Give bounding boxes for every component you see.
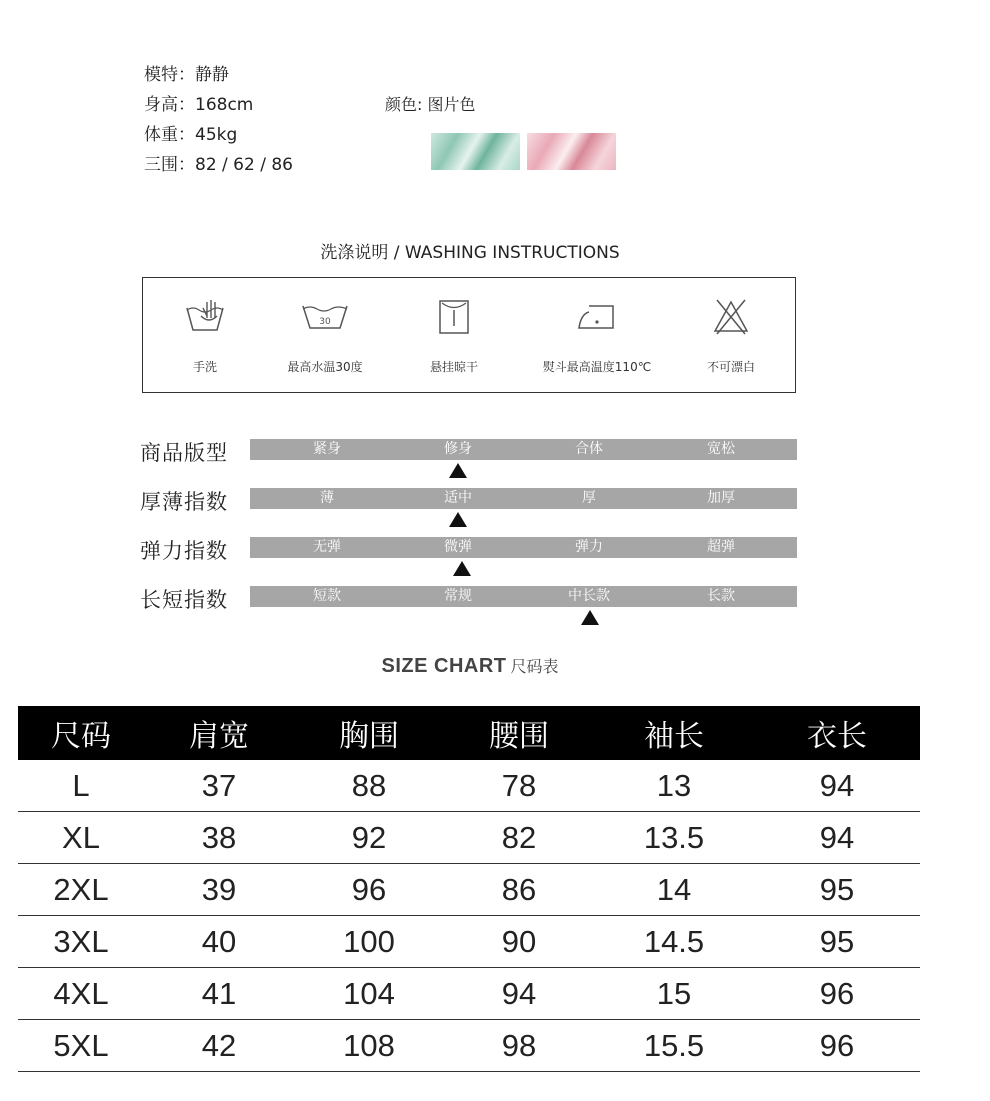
model-weight-value: 45kg — [195, 125, 238, 145]
table-cell: 96 — [754, 968, 920, 1020]
wash-item-water-30 — [255, 278, 395, 394]
table-cell: 92 — [294, 812, 444, 864]
wash-label-water-30: 最高水温30度 — [287, 360, 363, 374]
table-cell: 96 — [754, 1020, 920, 1072]
table-cell: 94 — [444, 968, 594, 1020]
index-label-fit: 商品版型 — [140, 441, 228, 465]
header-cell: 肩宽 — [144, 706, 294, 760]
color-value: 图片色 — [427, 95, 476, 114]
table-cell: 95 — [754, 916, 920, 968]
index-row-length — [140, 584, 800, 632]
no-bleach-icon — [711, 298, 751, 336]
table-cell: 13 — [594, 760, 754, 812]
index-option: 合体 — [575, 441, 603, 457]
table-cell: 96 — [294, 864, 444, 916]
wash-label-hang-dry: 悬挂晾干 — [429, 360, 478, 374]
model-height-label: 身高： — [144, 95, 195, 115]
model-measurements-value: 82 / 62 / 86 — [195, 155, 293, 175]
index-label-elasticity: 弹力指数 — [140, 539, 228, 563]
wash-label-hand-wash: 手洗 — [192, 360, 217, 374]
wash-30-icon — [300, 298, 350, 334]
index-marker-elasticity — [453, 561, 471, 576]
table-cell: 82 — [444, 812, 594, 864]
index-label-length: 长短指数 — [140, 588, 228, 612]
table-cell: 15.5 — [594, 1020, 754, 1072]
table-cell: 39 — [144, 864, 294, 916]
model-name-label: 模特： — [144, 65, 195, 85]
model-height-row — [144, 90, 293, 120]
size-chart-table — [18, 706, 920, 1072]
table-row — [18, 968, 920, 1020]
wash-label-iron: 熨斗最高温度110℃ — [542, 360, 652, 374]
index-row-elasticity — [140, 535, 800, 583]
table-row — [18, 812, 920, 864]
table-cell: 41 — [144, 968, 294, 1020]
header-cell: 腰围 — [444, 706, 594, 760]
index-bar-thickness — [250, 488, 797, 509]
index-marker-length — [581, 610, 599, 625]
hang-dry-icon — [436, 298, 472, 336]
header-cell: 胸围 — [294, 706, 444, 760]
table-cell: 95 — [754, 864, 920, 916]
index-option: 常规 — [444, 588, 472, 604]
table-cell: 2XL — [18, 864, 144, 916]
index-bar-fit — [250, 439, 797, 460]
model-measurements-label: 三围： — [144, 155, 195, 175]
index-option: 修身 — [444, 441, 472, 457]
index-option: 薄 — [320, 490, 334, 506]
index-option: 长款 — [707, 588, 735, 604]
index-option: 中长款 — [568, 588, 610, 604]
model-name-value: 静静 — [195, 65, 229, 85]
table-cell: 94 — [754, 760, 920, 812]
table-row — [18, 1020, 920, 1072]
index-label-thickness: 厚薄指数 — [140, 490, 228, 514]
table-cell: 104 — [294, 968, 444, 1020]
index-option: 微弹 — [444, 539, 472, 555]
wash-item-hang-dry — [384, 278, 524, 394]
size-chart-title-en: SIZE CHART — [381, 655, 507, 677]
index-option: 无弹 — [313, 539, 341, 555]
color-info — [385, 92, 476, 115]
index-option: 宽松 — [707, 441, 735, 457]
size-chart-header-row — [18, 706, 920, 760]
table-cell: 98 — [444, 1020, 594, 1072]
table-cell: 38 — [144, 812, 294, 864]
index-row-thickness — [140, 486, 800, 534]
model-measurements-row — [144, 150, 293, 180]
index-option: 短款 — [313, 588, 341, 604]
table-cell: 5XL — [18, 1020, 144, 1072]
color-swatch-green — [431, 133, 520, 170]
index-option: 适中 — [444, 490, 472, 506]
wash-item-hand-wash — [135, 278, 275, 394]
table-cell: XL — [18, 812, 144, 864]
table-row — [18, 864, 920, 916]
color-label: 颜色: — [385, 95, 423, 114]
table-cell: 4XL — [18, 968, 144, 1020]
index-option: 厚 — [582, 490, 596, 506]
index-option: 加厚 — [707, 490, 735, 506]
table-cell: 42 — [144, 1020, 294, 1072]
index-marker-fit — [449, 463, 467, 478]
table-cell: 14 — [594, 864, 754, 916]
wash-label-no-bleach: 不可漂白 — [706, 360, 755, 374]
model-weight-label: 体重： — [144, 125, 195, 145]
table-cell: 90 — [444, 916, 594, 968]
wash-item-no-bleach — [661, 278, 801, 394]
index-option: 紧身 — [313, 441, 341, 457]
wash-item-iron — [527, 278, 667, 394]
table-cell: 88 — [294, 760, 444, 812]
model-weight-row — [144, 120, 293, 150]
header-cell: 尺码 — [18, 706, 144, 760]
table-cell: 37 — [144, 760, 294, 812]
hand-wash-icon — [183, 298, 227, 334]
model-name-row — [144, 60, 293, 90]
table-cell: 86 — [444, 864, 594, 916]
table-cell: 14.5 — [594, 916, 754, 968]
size-chart-title — [0, 654, 940, 678]
table-cell: L — [18, 760, 144, 812]
index-option: 弹力 — [575, 539, 603, 555]
model-info — [144, 60, 293, 180]
table-row — [18, 760, 920, 812]
table-cell: 94 — [754, 812, 920, 864]
index-marker-thickness — [449, 512, 467, 527]
table-cell: 40 — [144, 916, 294, 968]
wash-30-icon-text: 30 — [319, 317, 331, 327]
index-bar-elasticity — [250, 537, 797, 558]
table-cell: 78 — [444, 760, 594, 812]
header-cell: 衣长 — [754, 706, 920, 760]
model-height-value: 168cm — [195, 95, 254, 115]
color-swatch-pink — [527, 133, 616, 170]
washing-instructions-box — [142, 277, 796, 393]
table-cell: 15 — [594, 968, 754, 1020]
iron-icon — [575, 298, 619, 334]
table-row — [18, 916, 920, 968]
washing-title: 洗涤说明 / WASHING INSTRUCTIONS — [320, 243, 620, 263]
size-chart-title-zh: 尺码表 — [510, 657, 559, 676]
header-cell: 袖长 — [594, 706, 754, 760]
table-cell: 13.5 — [594, 812, 754, 864]
table-cell: 100 — [294, 916, 444, 968]
index-row-fit — [140, 437, 800, 485]
index-bar-length — [250, 586, 797, 607]
table-cell: 108 — [294, 1020, 444, 1072]
index-option: 超弹 — [707, 539, 735, 555]
table-cell: 3XL — [18, 916, 144, 968]
